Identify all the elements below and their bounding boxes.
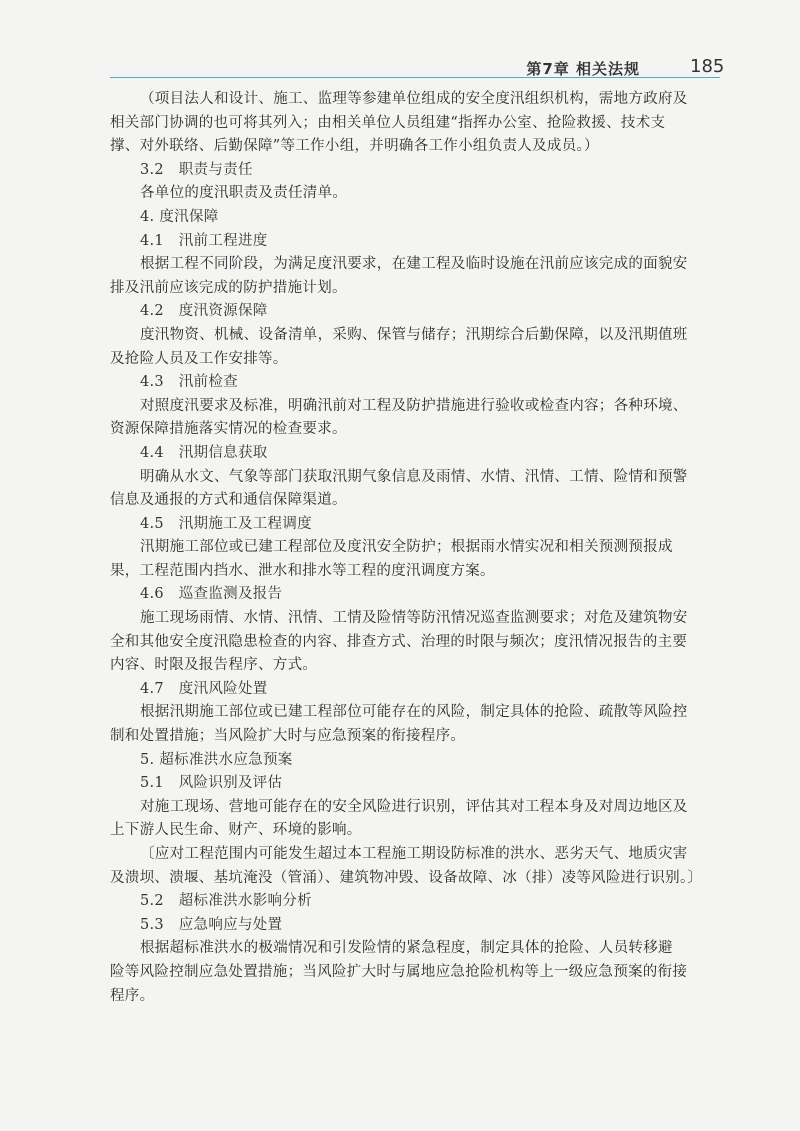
paragraph-line: 相关部门协调的也可将其列入；由相关单位人员组建“指挥办公室、抢险救援、技术支 [110, 114, 666, 131]
paragraph-line: 上下游人民生命、财产、环境的影响。 [110, 822, 362, 839]
paragraph-line: 对照度汛要求及标准，明确汛前对工程及防护措施进行验收或检查内容；各种环境、 [140, 397, 688, 414]
section-heading: 5.2 超标准洪水影响分析 [140, 893, 312, 910]
section-heading: 4.7 度汛风险处置 [140, 680, 268, 697]
paragraph-line: 各单位的度汛职责及责任清单。 [140, 185, 348, 202]
paragraph-line: 果，工程范围内挡水、泄水和排水等工程的度汛调度方案。 [110, 562, 495, 579]
paragraph-line: 内容、时限及报告程序、方式。 [110, 657, 318, 674]
section-heading: 4.1 汛前工程进度 [140, 232, 268, 249]
header-divider [110, 77, 720, 78]
section-heading: 5. 超标准洪水应急预案 [140, 751, 293, 768]
paragraph-line: 根据超标准洪水的极端情况和引发险情的紧急程度，制定具体的抢险、人员转移避 [140, 940, 673, 957]
section-heading: 5.1 风险识别及评估 [140, 775, 283, 792]
section-heading: 4.2 度汛资源保障 [140, 303, 268, 320]
paragraph-line: 制和处置措施；当风险扩大时与应急预案的衔接程序。 [110, 728, 466, 745]
page-number: 185 [690, 56, 725, 77]
section-heading: 4.3 汛前检查 [140, 374, 238, 391]
body-text [110, 88, 720, 1008]
paragraph-line: 程序。 [110, 987, 155, 1004]
paragraph-line: 撑、对外联络、后勤保障”等工作小组，并明确各工作小组负责人及成员。） [110, 138, 599, 155]
section-heading: 4.4 汛期信息获取 [140, 444, 268, 461]
paragraph-line: 信息及通报的方式和通信保障渠道。 [110, 492, 347, 509]
paragraph-line: 险等风险控制应急处置措施；当风险扩大时与属地应急抢险机构等上一级应急预案的衔接 [110, 963, 688, 980]
chapter-title: 第7章 相关法规 [526, 60, 640, 78]
paragraph-line: 根据工程不同阶段，为满足度汛要求，在建工程及临时设施在汛前应该完成的面貌安 [140, 256, 688, 273]
paragraph-line: 及溃坝、溃堰、基坑淹没（管涌）、建筑物冲毁、设备故障、冰（排）凌等风险进行识别。〕 [110, 869, 703, 886]
paragraph-line: 施工现场雨情、水情、汛情、工情及险情等防汛情况巡查监测要求；对危及建筑物安 [140, 610, 688, 627]
paragraph-line: 资源保障措施落实情况的检查要求。 [110, 421, 347, 438]
paragraph-line: 排及汛前应该完成的防护措施计划。 [110, 279, 347, 296]
paragraph-line: 根据汛期施工部位或已建工程部位可能存在的风险，制定具体的抢险、疏散等风险控 [140, 704, 688, 721]
paragraph-line: 度汛物资、机械、设备清单，采购、保管与储存；汛期综合后勤保障，以及汛期值班 [140, 326, 688, 343]
section-heading: 4.5 汛期施工及工程调度 [140, 515, 312, 532]
running-header [0, 48, 800, 78]
paragraph-line: 对施工现场、营地可能存在的安全风险进行识别，评估其对工程本身及对周边地区及 [140, 798, 688, 815]
paragraph-line: （项目法人和设计、施工、监理等参建单位组成的安全度汛组织机构，需地方政府及 [140, 91, 688, 107]
section-heading: 3.2 职责与责任 [140, 161, 253, 178]
paragraph-line: 〔应对工程范围内可能发生超过本工程施工期设防标准的洪水、恶劣天气、地质灾害 [140, 846, 688, 862]
section-heading: 4. 度汛保障 [140, 208, 219, 225]
paragraph-line: 及抢险人员及工作安排等。 [110, 350, 288, 367]
section-heading: 4.6 巡查监测及报告 [140, 586, 283, 603]
section-heading: 5.3 应急响应与处置 [140, 916, 283, 933]
paragraph-line: 明确从水文、气象等部门获取汛期气象信息及雨情、水情、汛情、工情、险情和预警 [140, 468, 688, 485]
paragraph-line: 汛期施工部位或已建工程部位及度汛安全防护；根据雨水情实况和相关预测预报成 [140, 539, 673, 556]
paragraph-line: 全和其他安全度汛隐患检查的内容、排查方式、治理的时限与频次；度汛情况报告的主要 [110, 633, 688, 650]
